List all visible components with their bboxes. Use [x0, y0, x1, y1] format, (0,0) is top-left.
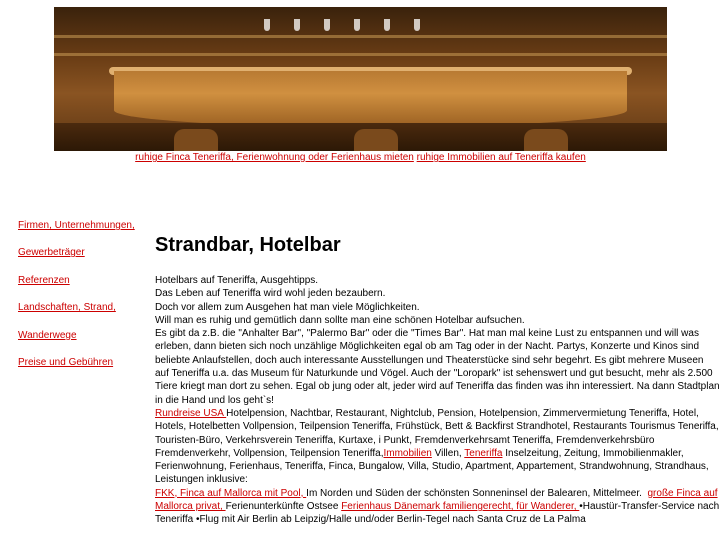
bar-counter [114, 71, 627, 127]
sidebar-item-firmen[interactable]: Firmen, Unternehmungen, [18, 220, 135, 231]
sidebar-item-referenzen[interactable]: Referenzen [18, 275, 70, 286]
intro-line: Doch vor allem zum Ausgehen hat man viele Möglichkeiten. [155, 301, 420, 313]
glass-shape [294, 19, 300, 31]
seo-text: Villen, [431, 447, 465, 459]
link-rundreise-usa[interactable]: Rundreise USA [155, 407, 227, 419]
bar-stool [354, 129, 398, 151]
link-ferienhaus-daenemark[interactable]: Ferienhaus Dänemark familiengerecht, für Wanderer, [341, 501, 580, 513]
bar-stool [524, 129, 568, 151]
glass-shape [384, 19, 390, 31]
bottom-text: •Haustür-Transfer-Service nach Teneriffa •Flug mit Air Berlin ab Leipzig/Halle und/oder Berlin-Tegel nach Santa Cruz de La Palma [155, 501, 720, 526]
bottom-text: Im Norden und Süden der schönsten Sonneninsel der Balearen, Mittelmeer. [306, 487, 642, 499]
bottom-paragraph [155, 487, 720, 527]
bottom-text: Ferienunterkünfte Ostsee [225, 501, 342, 513]
hero-bar-image [54, 7, 667, 151]
seo-paragraph [155, 407, 720, 473]
glass-shape [414, 19, 420, 31]
intro-line: Hotelbars auf Teneriffa, Ausgehtipps. [155, 275, 319, 286]
sidebar-item-landschaften[interactable]: Landschaften, Strand, [18, 302, 116, 313]
top-links [54, 152, 667, 164]
sidebar-item-gewerbetraeger[interactable]: Gewerbeträger [18, 247, 85, 258]
intro-line: Will man es ruhig und gemütlich dann sollte man eine schönen Hotelbar aufsuchen. [155, 314, 525, 326]
link-teneriffa[interactable]: Teneriffa [464, 447, 503, 459]
link-immobilien[interactable]: Immobilien [383, 447, 432, 459]
bar-stool [174, 129, 218, 151]
glass-shape [264, 19, 270, 31]
top-link-immobilien[interactable]: ruhige Immobilien auf Teneriffa kaufen [416, 152, 586, 163]
main-content [155, 274, 720, 527]
sidebar-item-preise[interactable]: Preise und Gebühren [18, 357, 114, 368]
top-link-finca[interactable]: ruhige Finca Teneriffa, Ferienwohnung oder Ferienhaus mieten [135, 152, 414, 163]
main-paragraph: Es gibt da z.B. die "Anhalter Bar", "Palermo Bar" oder die "Times Bar". Hat man mal keine Lust zu entspannen und will was erleben, dann bieten sich noch unzählige Möglichkeiten egal ob am Tag oder in der Nacht. Partys, Konzerte und Kinos sind beliebte Anlaufstellen, doch auch interessante Ausstellungen und Theaterstücke sind sehr begehrt. Es gibt mehrere Museen auf Teneriffa u.a. das Museum für Naturkunde und Vögel. Auch der "Loropark" ist sehenswert und gut besucht, mehr als 2.500 Tiere kriegt man dort zu sehen. Egal ob jung oder alt, jeder wird auf Teneriffa das finden was ihn interessiert. Na dann Stadtplan in die Hand und los geht`s! [155, 328, 720, 406]
glass-shape [354, 19, 360, 31]
sidebar-item-wanderwege[interactable]: Wanderwege [18, 330, 77, 341]
shelf-line [54, 35, 667, 38]
glass-shape [324, 19, 330, 31]
seo-text: Inselzeitung, Zeitung, Immobilienmakler, Ferienwohnung, Ferienhaus, Teneriffa, Finca, Bungalow, Villa, Studio, Apartment, Appartement, Strandwohnung, Strandhaus, [155, 447, 709, 473]
link-fkk-finca[interactable]: FKK, Finca auf Mallorca mit Pool, [155, 487, 307, 499]
leistungen-label: Leistungen inklusive: [155, 474, 248, 486]
intro-line: Das Leben auf Teneriffa wird wohl jeden bezaubern. [155, 288, 386, 300]
seo-text: Hotelpension, Nachtbar, Restaurant, Nightclub, Pension, Hotelpension, Zimmervermietung Teneriffa, Hotel, Hotels, Hotelbetten Vollpension, Teilpension Teneriffa, Frühstück, Bett & Backfirst Strandhotel, Restaurants Tourismus Teneriffa, Touristen-Büro, Verkehrsverein Teneriffa, Kurtaxe, i Punkt, Fremdenverkehrsamt Teneriffa, Fremdenverkehrsbüro Fremdenverkehr, Vollpension, Teilpension Teneriffa, [155, 407, 719, 459]
link-grosse-finca[interactable]: große Finca auf Mallorca privat, [155, 487, 718, 513]
page-title: Strandbar, Hotelbar [155, 234, 341, 256]
shelf-line [54, 53, 667, 56]
